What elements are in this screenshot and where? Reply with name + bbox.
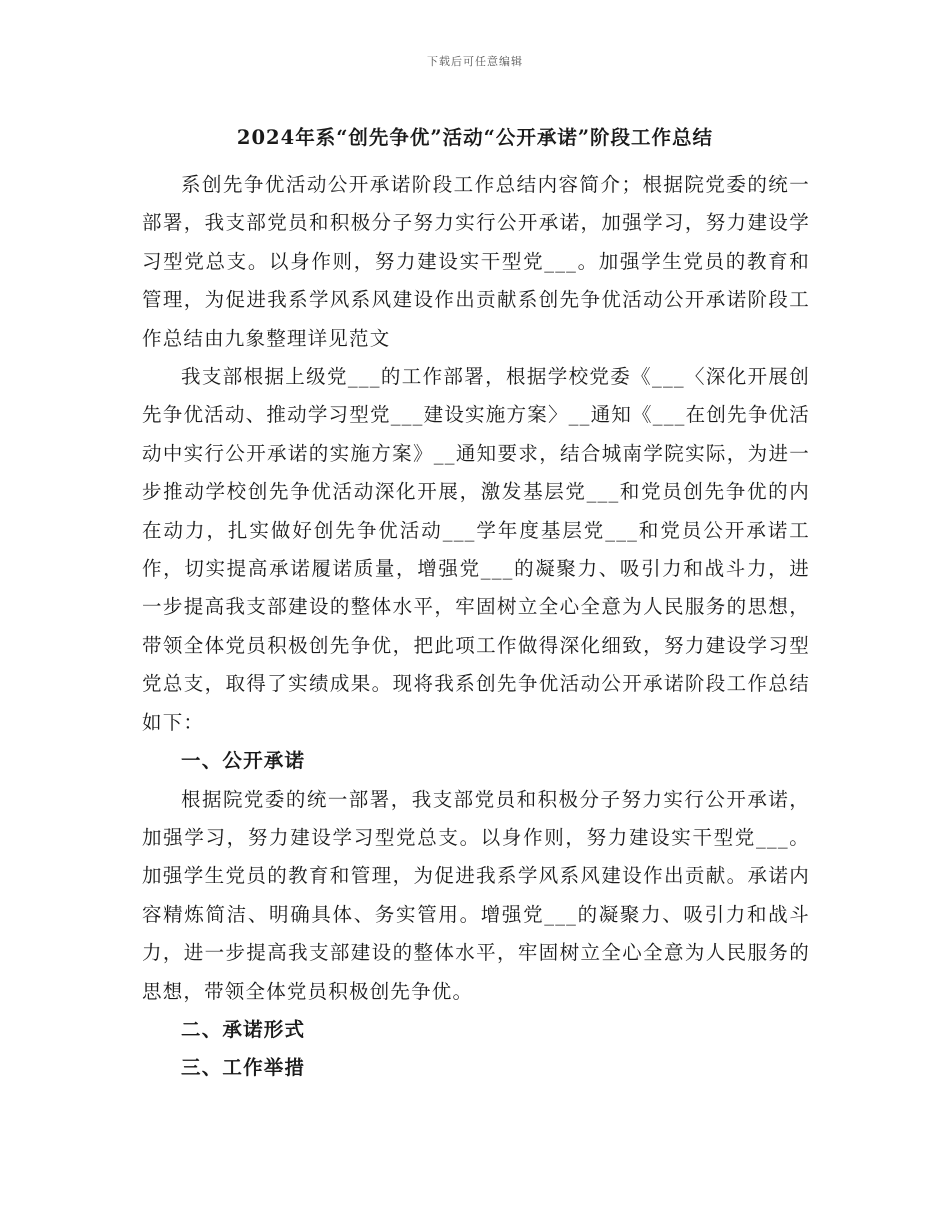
- section-heading-2: 二、承诺形式: [181, 1017, 306, 1041]
- section-heading-1: 一、公开承诺: [181, 749, 306, 773]
- document-title: 2024年系“创先争优”活动“公开承诺”阶段工作总结: [236, 126, 714, 149]
- section-heading-3: 三、工作举措: [181, 1056, 306, 1080]
- header-note: 下载后可任意编辑: [427, 55, 523, 68]
- intro-paragraph: 系创先争优活动公开承诺阶段工作总结内容简介；根据院党委的统一部署，我支部党员和积极分子努力实行公开承诺，加强学习，努力建设学习型党总支。以身作则，努力建设实干型党___。加强学生党员的教育和管理，为促进我系学风系风建设作出贡献系创先争优活动公开承诺阶段工作总结由九象整理详见范文: [142, 173, 810, 350]
- section-1-paragraph: 根据院党委的统一部署，我支部党员和积极分子努力实行公开承诺，加强学习，努力建设学习型党总支。以身作则，努力建设实干型党___。加强学生党员的教育和管理，为促进我系学风系风建设作出贡献。承诺内容精炼简洁、明确具体、务实管用。增强党___的凝聚力、吸引力和战斗力，进一步提高我支部建设的整体水平，牢固树立全心全意为人民服务的思想，带领全体党员积极创先争优。: [142, 787, 810, 1003]
- document-body: [142, 166, 810, 1088]
- background-paragraph: 我支部根据上级党___的工作部署，根据学校党委《___〈深化开展创先争优活动、推动学习型党___建设实施方案〉__通知《___在创先争优活动中实行公开承诺的实施方案》__通知要求，结合城南学院实际，为进一步推动学校创先争优活动深化开展，激发基层党___和党员创先争优的内在动力，扎实做好创先争优活动___学年度基层党___和党员公开承诺工作，切实提高承诺履诺质量，增强党___的凝聚力、吸引力和战斗力，进一步提高我支部建设的整体水平，牢固树立全心全意为人民服务的思想，带领全体党员积极创先争优，把此项工作做得深化细致，努力建设学习型党总支，取得了实绩成果。现将我系创先争优活动公开承诺阶段工作总结如下：: [142, 365, 810, 734]
